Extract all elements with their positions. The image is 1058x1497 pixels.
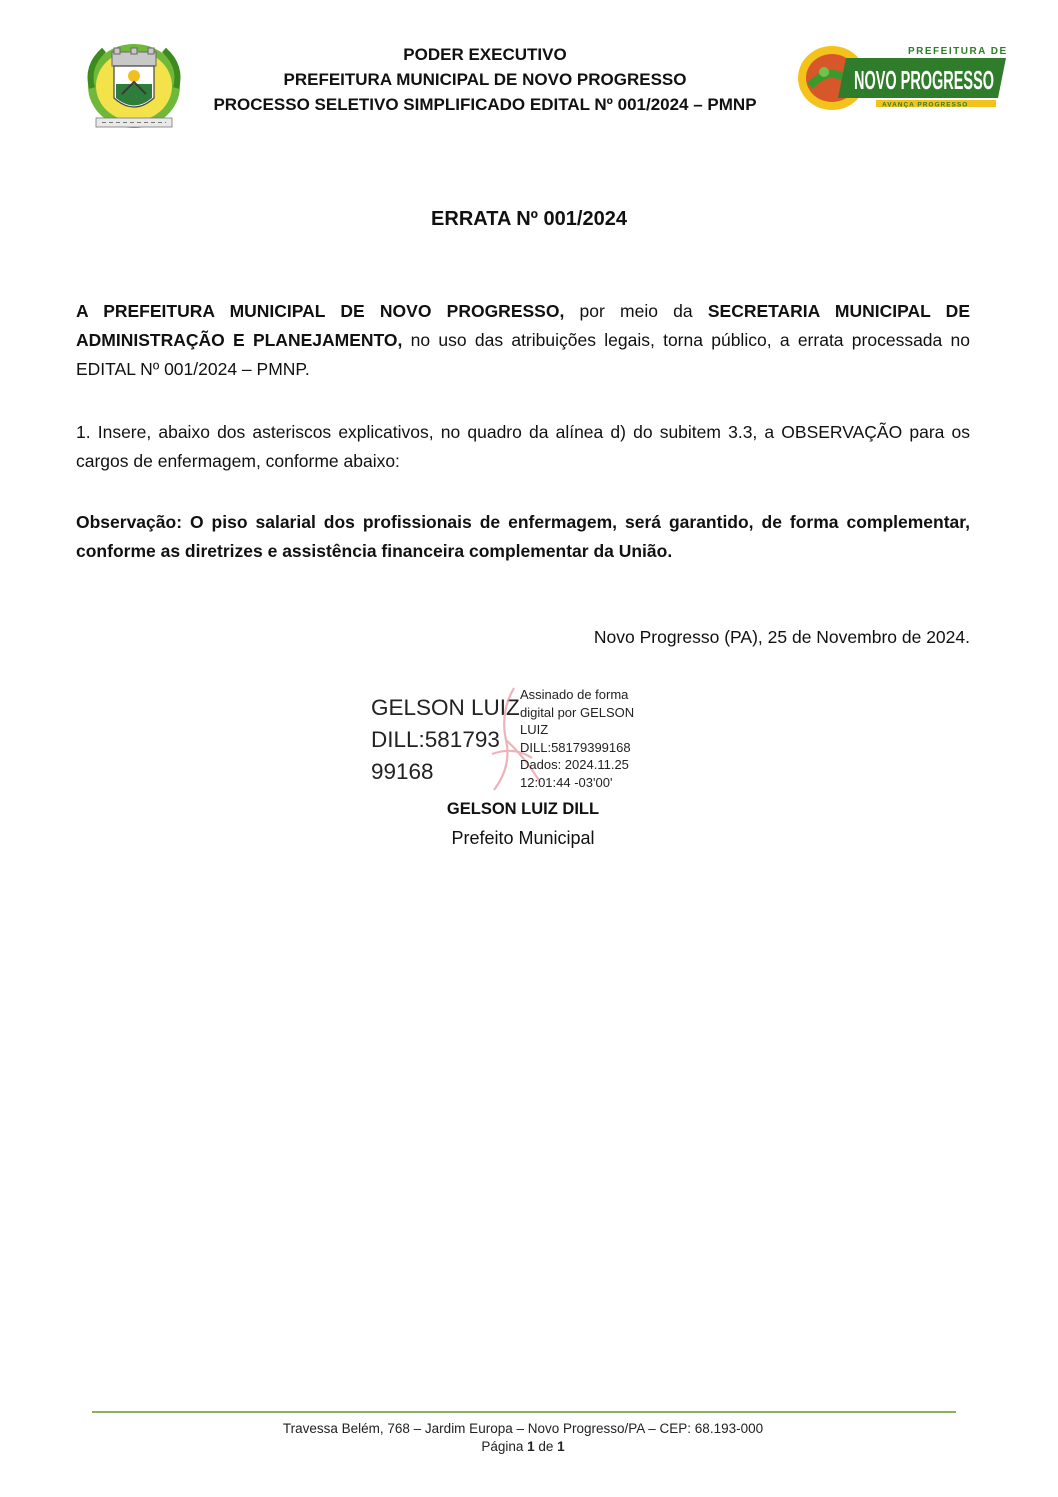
signer-name: GELSON LUIZ DILL	[446, 800, 600, 818]
signature-name-line-2: DILL:581793	[371, 727, 500, 752]
municipal-coat-of-arms-icon	[78, 36, 190, 136]
document-header	[190, 42, 780, 117]
page-current: 1	[527, 1439, 535, 1454]
signer-role: Prefeito Municipal	[451, 828, 595, 848]
signature-name-line-1: GELSON LUIZ	[371, 695, 520, 720]
header-line-2: PREFEITURA MUNICIPAL DE NOVO PROGRESSO	[283, 70, 687, 89]
signature-detail-4: DILL:58179399168	[520, 739, 631, 755]
intro-bold-2: SECRETARIA MUNICIPAL DE ADMINISTRAÇÃO E PLANEJAMENTO,	[76, 301, 970, 350]
signature-detail-2: digital por GELSON	[520, 704, 635, 720]
page-total: 1	[557, 1439, 565, 1454]
header-line-1: PODER EXECUTIVO	[403, 45, 567, 64]
page-prefix: Página	[481, 1439, 528, 1454]
signature-detail-5: Dados: 2024.11.25	[520, 757, 629, 772]
logo-prefix-text: PREFEITURA DE	[908, 46, 1008, 57]
intro-text-2: no uso das atribuições legais, torna público, a errata processada no EDITAL Nº 001/2024 – PMNP.	[76, 330, 971, 379]
page-footer	[0, 1420, 1046, 1456]
signature-detail-6: 12:01:44 -03'00'	[520, 774, 613, 790]
page-number	[0, 1438, 1046, 1456]
document-title: ERRATA Nº 001/2024	[431, 208, 627, 230]
digital-signature-details	[520, 686, 634, 791]
item-1-paragraph: 1. Insere, abaixo dos asteriscos explicativos, no quadro da alínea d) do subitem 3.3, a OBSERVAÇÃO para os cargos de enfermagem, conforme abaixo:	[76, 422, 970, 471]
observation-paragraph: Observação: O piso salarial dos profissionais de enfermagem, será garantido, de forma complementar, conforme as diretrizes e assistência financeira complementar da União.	[76, 512, 970, 561]
signature-detail-1: Assinado de forma	[520, 687, 629, 702]
intro-bold-1: A PREFEITURA MUNICIPAL DE NOVO PROGRESSO,	[76, 301, 565, 321]
signature-name-line-3: 99168	[371, 759, 434, 784]
intro-paragraph	[76, 297, 970, 384]
signature-detail-3: LUIZ	[520, 722, 549, 737]
footer-divider	[92, 1411, 956, 1413]
page-separator: de	[534, 1439, 558, 1454]
header-line-3: PROCESSO SELETIVO SIMPLIFICADO EDITAL Nº 001/2024 – PMNP	[213, 95, 757, 114]
intro-text-1: por meio da	[564, 301, 708, 321]
document-date: Novo Progresso (PA), 25 de Novembro de 2024.	[593, 627, 970, 647]
novo-progresso-logo	[796, 42, 1010, 112]
logo-tagline-text: AVANÇA PROGRESSO	[882, 101, 969, 109]
footer-address: Travessa Belém, 768 – Jardim Europa – Novo Progresso/PA – CEP: 68.193-000	[282, 1421, 764, 1436]
logo-name-text: NOVO PROGRESSO	[854, 65, 994, 95]
